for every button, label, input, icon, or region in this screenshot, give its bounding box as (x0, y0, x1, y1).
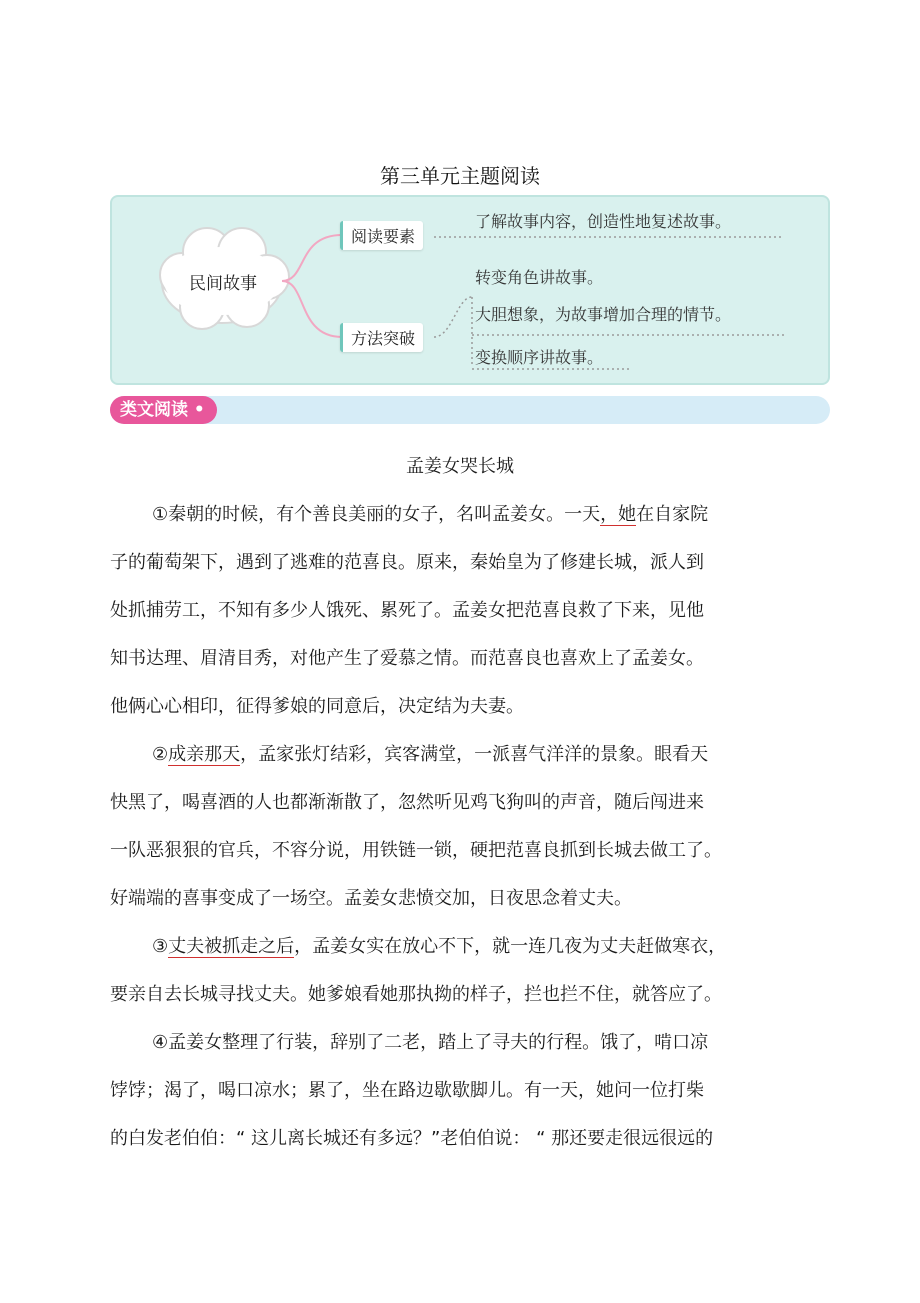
branch-method-breakthrough: 方法突破 (340, 323, 423, 352)
story-line: 的白发老伯伯：“ 这儿离长城还有多远？”老伯伯说： “ 那还要走很远很远的 (110, 1128, 714, 1149)
story-line: ①秦朝的时候，有个善良美丽的女子，名叫孟姜女。一天，她在自家院 (152, 504, 709, 525)
story-title: 孟姜女哭长城 (406, 456, 514, 477)
section-banner (110, 396, 830, 424)
story-line: 快黑了，喝喜酒的人也都渐渐散了，忽然听见鸡飞狗叫的声音，随后闯进来 (110, 792, 704, 813)
story-line: ④孟姜女整理了行装，辞别了二老，踏上了寻夫的行程。饿了，啃口凉 (152, 1032, 709, 1053)
story-line: 一队恶狠狠的官兵，不容分说，用铁链一锁，硬把范喜良抓到长城去做工了。 (110, 840, 722, 861)
story-line: 好端端的喜事变成了一场空。孟姜女悲愤交加，日夜思念着丈夫。 (110, 888, 632, 909)
mind-map-root: 民间故事 (189, 274, 257, 294)
branch-reading-elements: 阅读要素 (340, 221, 423, 250)
story-line: ③丈夫被抓走之后，孟姜女实在放心不下，就一连几夜为丈夫赶做寒衣， (152, 936, 727, 957)
story-line: 他俩心心相印，征得爹娘的同意后，决定结为夫妻。 (110, 696, 524, 717)
unit-title: 第三单元主题阅读 (380, 164, 540, 188)
section-tag: 类文阅读 • (110, 396, 217, 424)
story-line: ②成亲那天，孟家张灯结彩，宾客满堂，一派喜气洋洋的景象。眼看天 (152, 744, 709, 765)
story-line: 知书达理、眉清目秀，对他产生了爱慕之情。而范喜良也喜欢上了孟姜女。 (110, 648, 704, 669)
story-line: 饽饽；渴了，喝口凉水；累了，坐在路边歇歇脚儿。有一天，她问一位打柴 (110, 1080, 704, 1101)
leaf-method-3: 变换顺序讲故事。 (475, 348, 604, 367)
story-line: 处抓捕劳工，不知有多少人饿死、累死了。孟姜女把范喜良救了下来，见他 (110, 600, 704, 621)
leaf-method-2: 大胆想象，为故事增加合理的情节。 (475, 305, 732, 324)
leaf-reading-element-1: 了解故事内容，创造性地复述故事。 (475, 212, 732, 231)
story-line: 要亲自去长城寻找丈夫。她爹娘看她那执拗的样子，拦也拦不住，就答应了。 (110, 984, 722, 1005)
mind-map (110, 195, 830, 385)
leaf-method-1: 转变角色讲故事。 (475, 268, 604, 287)
story-line: 子的葡萄架下，遇到了逃难的范喜良。原来，秦始皇为了修建长城，派人到 (110, 552, 704, 573)
